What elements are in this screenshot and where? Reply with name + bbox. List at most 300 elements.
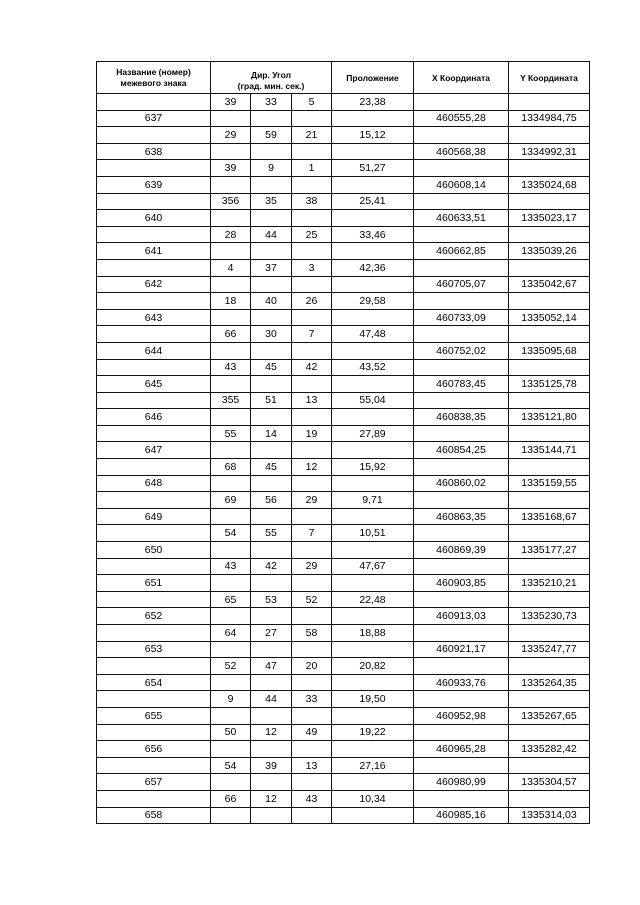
empty-y-cell xyxy=(509,392,590,409)
segment-row xyxy=(97,757,590,774)
segment-row xyxy=(97,492,590,509)
angle-seconds: 43 xyxy=(292,790,332,807)
y-coordinate: 1335264,35 xyxy=(509,674,590,691)
angle-minutes: 30 xyxy=(251,326,292,343)
empty-angle-degrees xyxy=(211,475,251,492)
angle-degrees: 29 xyxy=(211,127,251,144)
empty-x-cell xyxy=(414,691,509,708)
mark-name: 647 xyxy=(97,442,211,459)
mark-name: 644 xyxy=(97,342,211,359)
x-coordinate: 460921,17 xyxy=(414,641,509,658)
angle-minutes: 39 xyxy=(251,757,292,774)
angle-degrees: 66 xyxy=(211,326,251,343)
empty-name-cell xyxy=(97,691,211,708)
angle-seconds: 7 xyxy=(292,326,332,343)
empty-name-cell xyxy=(97,293,211,310)
segment-distance: 51,27 xyxy=(332,160,414,177)
y-coordinate: 1335042,67 xyxy=(509,276,590,293)
x-coordinate: 460965,28 xyxy=(414,741,509,758)
segment-row xyxy=(97,558,590,575)
empty-angle-degrees xyxy=(211,176,251,193)
header-x-coordinate: X Координата xyxy=(414,62,509,94)
empty-angle-seconds xyxy=(292,309,332,326)
header-angle-units: (град. мин. сек.) xyxy=(237,80,305,91)
segment-distance: 22,48 xyxy=(332,591,414,608)
segment-distance: 27,89 xyxy=(332,425,414,442)
angle-seconds: 25 xyxy=(292,226,332,243)
empty-name-cell xyxy=(97,94,211,111)
angle-minutes: 12 xyxy=(251,724,292,741)
x-coordinate: 460985,16 xyxy=(414,807,509,824)
angle-degrees: 39 xyxy=(211,160,251,177)
empty-angle-minutes xyxy=(251,442,292,459)
angle-degrees: 54 xyxy=(211,525,251,542)
empty-angle-minutes xyxy=(251,508,292,525)
angle-degrees: 4 xyxy=(211,259,251,276)
empty-name-cell xyxy=(97,525,211,542)
angle-minutes: 53 xyxy=(251,591,292,608)
mark-name: 645 xyxy=(97,376,211,393)
empty-distance xyxy=(332,210,414,227)
segment-distance: 19,22 xyxy=(332,724,414,741)
empty-angle-minutes xyxy=(251,575,292,592)
y-coordinate: 1335282,42 xyxy=(509,741,590,758)
segment-row xyxy=(97,359,590,376)
empty-angle-seconds xyxy=(292,774,332,791)
angle-seconds: 13 xyxy=(292,757,332,774)
empty-angle-degrees xyxy=(211,774,251,791)
y-coordinate: 1335304,57 xyxy=(509,774,590,791)
empty-angle-degrees xyxy=(211,442,251,459)
angle-seconds: 52 xyxy=(292,591,332,608)
mark-name: 656 xyxy=(97,741,211,758)
segment-row xyxy=(97,425,590,442)
point-row xyxy=(97,243,590,260)
x-coordinate: 460633,51 xyxy=(414,210,509,227)
point-row xyxy=(97,309,590,326)
angle-seconds: 42 xyxy=(292,359,332,376)
empty-y-cell xyxy=(509,94,590,111)
empty-angle-degrees xyxy=(211,143,251,160)
empty-angle-degrees xyxy=(211,276,251,293)
empty-angle-seconds xyxy=(292,276,332,293)
empty-y-cell xyxy=(509,757,590,774)
empty-x-cell xyxy=(414,625,509,642)
segment-distance: 47,67 xyxy=(332,558,414,575)
angle-minutes: 44 xyxy=(251,226,292,243)
empty-angle-minutes xyxy=(251,309,292,326)
x-coordinate: 460733,09 xyxy=(414,309,509,326)
empty-angle-minutes xyxy=(251,641,292,658)
header-angle xyxy=(211,62,332,94)
angle-degrees: 18 xyxy=(211,293,251,310)
empty-angle-degrees xyxy=(211,707,251,724)
angle-seconds: 58 xyxy=(292,625,332,642)
empty-y-cell xyxy=(509,724,590,741)
empty-y-cell xyxy=(509,425,590,442)
empty-x-cell xyxy=(414,591,509,608)
mark-name: 637 xyxy=(97,110,211,127)
angle-degrees: 28 xyxy=(211,226,251,243)
angle-degrees: 355 xyxy=(211,392,251,409)
point-row xyxy=(97,210,590,227)
empty-distance xyxy=(332,409,414,426)
y-coordinate: 1335125,78 xyxy=(509,376,590,393)
x-coordinate: 460838,35 xyxy=(414,409,509,426)
y-coordinate: 1335168,67 xyxy=(509,508,590,525)
empty-angle-minutes xyxy=(251,409,292,426)
empty-angle-seconds xyxy=(292,741,332,758)
empty-x-cell xyxy=(414,658,509,675)
empty-distance xyxy=(332,143,414,160)
empty-angle-degrees xyxy=(211,342,251,359)
empty-x-cell xyxy=(414,492,509,509)
x-coordinate: 460863,35 xyxy=(414,508,509,525)
empty-angle-degrees xyxy=(211,641,251,658)
empty-distance xyxy=(332,508,414,525)
angle-seconds: 13 xyxy=(292,392,332,409)
segment-distance: 25,41 xyxy=(332,193,414,210)
x-coordinate: 460913,03 xyxy=(414,608,509,625)
segment-distance: 15,92 xyxy=(332,459,414,476)
empty-distance xyxy=(332,376,414,393)
segment-row xyxy=(97,259,590,276)
empty-angle-degrees xyxy=(211,741,251,758)
angle-minutes: 14 xyxy=(251,425,292,442)
segment-distance: 47,48 xyxy=(332,326,414,343)
mark-name: 649 xyxy=(97,508,211,525)
mark-name: 641 xyxy=(97,243,211,260)
empty-y-cell xyxy=(509,658,590,675)
segment-row xyxy=(97,790,590,807)
empty-name-cell xyxy=(97,591,211,608)
y-coordinate: 1335023,17 xyxy=(509,210,590,227)
empty-angle-degrees xyxy=(211,608,251,625)
empty-angle-minutes xyxy=(251,475,292,492)
x-coordinate: 460705,07 xyxy=(414,276,509,293)
mark-name: 654 xyxy=(97,674,211,691)
x-coordinate: 460903,85 xyxy=(414,575,509,592)
angle-degrees: 43 xyxy=(211,558,251,575)
empty-angle-degrees xyxy=(211,376,251,393)
header-angle-title: Дир. Угол xyxy=(251,69,291,80)
empty-x-cell xyxy=(414,193,509,210)
angle-minutes: 55 xyxy=(251,525,292,542)
mark-name: 639 xyxy=(97,176,211,193)
angle-minutes: 40 xyxy=(251,293,292,310)
empty-angle-seconds xyxy=(292,674,332,691)
y-coordinate: 1335267,65 xyxy=(509,707,590,724)
segment-row xyxy=(97,293,590,310)
mark-name: 646 xyxy=(97,409,211,426)
segment-row xyxy=(97,226,590,243)
segment-row xyxy=(97,525,590,542)
point-row xyxy=(97,575,590,592)
empty-name-cell xyxy=(97,757,211,774)
y-coordinate: 1335210,21 xyxy=(509,575,590,592)
empty-name-cell xyxy=(97,658,211,675)
empty-x-cell xyxy=(414,259,509,276)
segment-row xyxy=(97,625,590,642)
y-coordinate: 1335177,27 xyxy=(509,542,590,559)
segment-row xyxy=(97,94,590,111)
segment-row xyxy=(97,392,590,409)
point-row xyxy=(97,774,590,791)
mark-name: 640 xyxy=(97,210,211,227)
empty-distance xyxy=(332,342,414,359)
empty-y-cell xyxy=(509,691,590,708)
empty-y-cell xyxy=(509,525,590,542)
empty-angle-seconds xyxy=(292,807,332,824)
y-coordinate: 1335247,77 xyxy=(509,641,590,658)
angle-minutes: 45 xyxy=(251,359,292,376)
y-coordinate: 1335095,68 xyxy=(509,342,590,359)
angle-minutes: 51 xyxy=(251,392,292,409)
empty-x-cell xyxy=(414,757,509,774)
header-row xyxy=(97,62,590,94)
empty-name-cell xyxy=(97,459,211,476)
empty-angle-degrees xyxy=(211,243,251,260)
empty-angle-seconds xyxy=(292,608,332,625)
empty-distance xyxy=(332,542,414,559)
segment-distance: 55,04 xyxy=(332,392,414,409)
segment-row xyxy=(97,591,590,608)
angle-minutes: 27 xyxy=(251,625,292,642)
segment-row xyxy=(97,691,590,708)
empty-angle-seconds xyxy=(292,143,332,160)
angle-minutes: 42 xyxy=(251,558,292,575)
segment-row xyxy=(97,724,590,741)
angle-seconds: 12 xyxy=(292,459,332,476)
angle-seconds: 26 xyxy=(292,293,332,310)
table-body xyxy=(97,94,590,824)
point-row xyxy=(97,608,590,625)
empty-x-cell xyxy=(414,326,509,343)
x-coordinate: 460952,98 xyxy=(414,707,509,724)
empty-y-cell xyxy=(509,160,590,177)
empty-y-cell xyxy=(509,625,590,642)
segment-row xyxy=(97,326,590,343)
mark-name: 653 xyxy=(97,641,211,658)
angle-degrees: 52 xyxy=(211,658,251,675)
point-row xyxy=(97,143,590,160)
empty-angle-degrees xyxy=(211,674,251,691)
empty-distance xyxy=(332,575,414,592)
angle-degrees: 55 xyxy=(211,425,251,442)
segment-distance: 18,88 xyxy=(332,625,414,642)
mark-name: 650 xyxy=(97,542,211,559)
empty-y-cell xyxy=(509,226,590,243)
empty-angle-minutes xyxy=(251,210,292,227)
segment-row xyxy=(97,658,590,675)
x-coordinate: 460869,39 xyxy=(414,542,509,559)
point-row xyxy=(97,475,590,492)
angle-minutes: 47 xyxy=(251,658,292,675)
empty-angle-seconds xyxy=(292,176,332,193)
empty-angle-degrees xyxy=(211,575,251,592)
angle-degrees: 9 xyxy=(211,691,251,708)
empty-x-cell xyxy=(414,160,509,177)
empty-x-cell xyxy=(414,724,509,741)
point-row xyxy=(97,176,590,193)
segment-row xyxy=(97,160,590,177)
empty-y-cell xyxy=(509,359,590,376)
point-row xyxy=(97,342,590,359)
empty-angle-degrees xyxy=(211,210,251,227)
x-coordinate: 460980,99 xyxy=(414,774,509,791)
empty-angle-degrees xyxy=(211,409,251,426)
mark-name: 658 xyxy=(97,807,211,824)
empty-name-cell xyxy=(97,127,211,144)
segment-distance: 29,58 xyxy=(332,293,414,310)
survey-document xyxy=(96,61,589,828)
empty-y-cell xyxy=(509,459,590,476)
y-coordinate: 1335039,26 xyxy=(509,243,590,260)
empty-y-cell xyxy=(509,492,590,509)
empty-name-cell xyxy=(97,425,211,442)
angle-seconds: 20 xyxy=(292,658,332,675)
empty-y-cell xyxy=(509,558,590,575)
angle-seconds: 5 xyxy=(292,94,332,111)
angle-degrees: 356 xyxy=(211,193,251,210)
segment-distance: 9,71 xyxy=(332,492,414,509)
empty-angle-seconds xyxy=(292,707,332,724)
empty-y-cell xyxy=(509,591,590,608)
empty-y-cell xyxy=(509,293,590,310)
empty-y-cell xyxy=(509,326,590,343)
angle-degrees: 68 xyxy=(211,459,251,476)
empty-x-cell xyxy=(414,558,509,575)
angle-seconds: 29 xyxy=(292,492,332,509)
angle-degrees: 50 xyxy=(211,724,251,741)
empty-distance xyxy=(332,707,414,724)
angle-minutes: 59 xyxy=(251,127,292,144)
header-name: Название (номер) межевого знака xyxy=(97,62,211,94)
empty-distance xyxy=(332,176,414,193)
angle-degrees: 65 xyxy=(211,591,251,608)
empty-x-cell xyxy=(414,359,509,376)
point-row xyxy=(97,508,590,525)
angle-seconds: 1 xyxy=(292,160,332,177)
empty-x-cell xyxy=(414,790,509,807)
y-coordinate: 1335159,55 xyxy=(509,475,590,492)
empty-name-cell xyxy=(97,259,211,276)
empty-angle-minutes xyxy=(251,376,292,393)
y-coordinate: 1335024,68 xyxy=(509,176,590,193)
y-coordinate: 1335230,73 xyxy=(509,608,590,625)
x-coordinate: 460608,14 xyxy=(414,176,509,193)
empty-y-cell xyxy=(509,259,590,276)
mark-name: 652 xyxy=(97,608,211,625)
empty-name-cell xyxy=(97,193,211,210)
x-coordinate: 460783,45 xyxy=(414,376,509,393)
segment-distance: 10,34 xyxy=(332,790,414,807)
segment-distance: 15,12 xyxy=(332,127,414,144)
y-coordinate: 1335121,80 xyxy=(509,409,590,426)
empty-distance xyxy=(332,110,414,127)
segment-row xyxy=(97,459,590,476)
segment-distance: 19,50 xyxy=(332,691,414,708)
empty-angle-degrees xyxy=(211,807,251,824)
angle-seconds: 3 xyxy=(292,259,332,276)
y-coordinate: 1334992,31 xyxy=(509,143,590,160)
angle-degrees: 54 xyxy=(211,757,251,774)
segment-distance: 27,16 xyxy=(332,757,414,774)
empty-distance xyxy=(332,442,414,459)
angle-seconds: 19 xyxy=(292,425,332,442)
empty-angle-minutes xyxy=(251,276,292,293)
empty-angle-seconds xyxy=(292,210,332,227)
empty-distance xyxy=(332,674,414,691)
point-row xyxy=(97,542,590,559)
empty-x-cell xyxy=(414,459,509,476)
x-coordinate: 460854,25 xyxy=(414,442,509,459)
angle-degrees: 66 xyxy=(211,790,251,807)
empty-angle-minutes xyxy=(251,110,292,127)
empty-angle-minutes xyxy=(251,143,292,160)
x-coordinate: 460860,02 xyxy=(414,475,509,492)
empty-distance xyxy=(332,807,414,824)
empty-name-cell xyxy=(97,392,211,409)
empty-angle-minutes xyxy=(251,674,292,691)
empty-name-cell xyxy=(97,226,211,243)
empty-name-cell xyxy=(97,492,211,509)
angle-minutes: 37 xyxy=(251,259,292,276)
mark-name: 642 xyxy=(97,276,211,293)
angle-seconds: 38 xyxy=(292,193,332,210)
empty-angle-seconds xyxy=(292,243,332,260)
empty-angle-seconds xyxy=(292,508,332,525)
segment-row xyxy=(97,127,590,144)
point-row xyxy=(97,442,590,459)
angle-minutes: 44 xyxy=(251,691,292,708)
empty-angle-seconds xyxy=(292,409,332,426)
x-coordinate: 460752,02 xyxy=(414,342,509,359)
angle-minutes: 35 xyxy=(251,193,292,210)
mark-name: 648 xyxy=(97,475,211,492)
empty-angle-minutes xyxy=(251,807,292,824)
empty-angle-seconds xyxy=(292,442,332,459)
point-row xyxy=(97,276,590,293)
empty-angle-minutes xyxy=(251,741,292,758)
empty-angle-seconds xyxy=(292,376,332,393)
empty-name-cell xyxy=(97,625,211,642)
point-row xyxy=(97,674,590,691)
segment-distance: 43,52 xyxy=(332,359,414,376)
empty-angle-minutes xyxy=(251,707,292,724)
x-coordinate: 460555,28 xyxy=(414,110,509,127)
empty-angle-minutes xyxy=(251,176,292,193)
empty-angle-seconds xyxy=(292,542,332,559)
angle-seconds: 33 xyxy=(292,691,332,708)
y-coordinate: 1335144,71 xyxy=(509,442,590,459)
angle-degrees: 64 xyxy=(211,625,251,642)
empty-distance xyxy=(332,741,414,758)
empty-angle-seconds xyxy=(292,342,332,359)
point-row xyxy=(97,409,590,426)
angle-seconds: 7 xyxy=(292,525,332,542)
angle-degrees: 39 xyxy=(211,94,251,111)
empty-angle-seconds xyxy=(292,641,332,658)
point-row xyxy=(97,807,590,824)
angle-degrees: 69 xyxy=(211,492,251,509)
segment-distance: 20,82 xyxy=(332,658,414,675)
empty-angle-degrees xyxy=(211,110,251,127)
empty-distance xyxy=(332,608,414,625)
mark-name: 655 xyxy=(97,707,211,724)
angle-seconds: 21 xyxy=(292,127,332,144)
x-coordinate: 460933,76 xyxy=(414,674,509,691)
